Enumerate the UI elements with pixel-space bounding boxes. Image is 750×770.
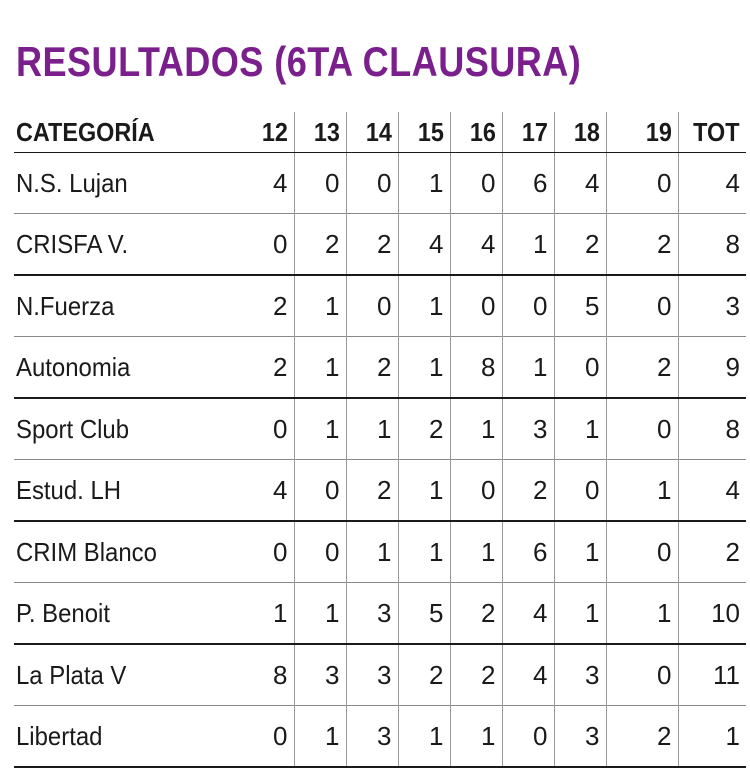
round-13-cell: 1 <box>294 398 346 460</box>
total-cell: 3 <box>678 275 746 337</box>
round-16-cell: 1 <box>450 398 502 460</box>
round-12-cell: 0 <box>242 214 294 276</box>
round-16-cell: 1 <box>450 706 502 768</box>
round-12-cell: 0 <box>242 521 294 583</box>
round-14-cell: 0 <box>346 275 398 337</box>
round-15-cell: 4 <box>398 214 450 276</box>
round-17-cell: 0 <box>502 275 554 337</box>
round-18-cell: 3 <box>554 644 606 706</box>
total-cell: 10 <box>678 583 746 645</box>
round-16-cell: 0 <box>450 460 502 522</box>
team-name-cell: CRISFA V. <box>14 214 242 276</box>
round-17-cell: 6 <box>502 153 554 214</box>
team-name-cell: Sport Club <box>14 398 242 460</box>
round-14-cell: 1 <box>346 521 398 583</box>
round-14-cell: 2 <box>346 337 398 399</box>
round-16-cell: 0 <box>450 275 502 337</box>
table-row <box>14 153 746 214</box>
header-round-18: 18 <box>554 112 606 153</box>
round-15-cell: 1 <box>398 337 450 399</box>
round-13-cell: 0 <box>294 153 346 214</box>
round-19-cell: 2 <box>606 706 678 768</box>
round-17-cell: 4 <box>502 644 554 706</box>
round-19-cell: 0 <box>606 521 678 583</box>
total-cell: 11 <box>678 644 746 706</box>
round-13-cell: 1 <box>294 583 346 645</box>
table-row <box>14 337 746 399</box>
team-name-cell: Autonomia <box>14 337 242 399</box>
round-12-cell: 4 <box>242 153 294 214</box>
round-14-cell: 1 <box>346 398 398 460</box>
round-18-cell: 1 <box>554 583 606 645</box>
page-title: RESULTADOS (6TA CLAUSURA) <box>16 38 582 85</box>
round-17-cell: 0 <box>502 706 554 768</box>
table-row <box>14 706 746 768</box>
round-19-cell: 1 <box>606 583 678 645</box>
round-12-cell: 0 <box>242 706 294 768</box>
team-name-cell: N.S. Lujan <box>14 153 242 214</box>
header-round-13: 13 <box>294 112 346 153</box>
total-cell: 2 <box>678 521 746 583</box>
round-19-cell: 2 <box>606 214 678 276</box>
header-round-12: 12 <box>242 112 294 153</box>
total-cell: 4 <box>678 153 746 214</box>
table-row <box>14 275 746 337</box>
table-row <box>14 583 746 645</box>
header-round-19: 19 <box>606 112 678 153</box>
round-15-cell: 1 <box>398 275 450 337</box>
header-round-17: 17 <box>502 112 554 153</box>
round-19-cell: 2 <box>606 337 678 399</box>
results-body <box>14 153 746 768</box>
round-15-cell: 2 <box>398 398 450 460</box>
round-12-cell: 2 <box>242 275 294 337</box>
round-12-cell: 2 <box>242 337 294 399</box>
round-14-cell: 0 <box>346 153 398 214</box>
round-18-cell: 1 <box>554 398 606 460</box>
round-16-cell: 1 <box>450 521 502 583</box>
round-19-cell: 0 <box>606 398 678 460</box>
table-row <box>14 521 746 583</box>
table-row <box>14 460 746 522</box>
round-14-cell: 3 <box>346 644 398 706</box>
round-18-cell: 5 <box>554 275 606 337</box>
round-12-cell: 8 <box>242 644 294 706</box>
team-name-cell: CRIM Blanco <box>14 521 242 583</box>
round-15-cell: 2 <box>398 644 450 706</box>
results-table <box>14 112 746 768</box>
total-cell: 9 <box>678 337 746 399</box>
round-12-cell: 4 <box>242 460 294 522</box>
round-13-cell: 3 <box>294 644 346 706</box>
round-17-cell: 3 <box>502 398 554 460</box>
header-round-14: 14 <box>346 112 398 153</box>
round-12-cell: 0 <box>242 398 294 460</box>
round-13-cell: 1 <box>294 706 346 768</box>
table-row <box>14 644 746 706</box>
round-18-cell: 3 <box>554 706 606 768</box>
round-17-cell: 1 <box>502 337 554 399</box>
table-header-row <box>14 112 746 153</box>
round-17-cell: 4 <box>502 583 554 645</box>
total-cell: 4 <box>678 460 746 522</box>
round-14-cell: 3 <box>346 583 398 645</box>
round-17-cell: 1 <box>502 214 554 276</box>
header-round-15: 15 <box>398 112 450 153</box>
round-15-cell: 5 <box>398 583 450 645</box>
round-14-cell: 3 <box>346 706 398 768</box>
round-17-cell: 6 <box>502 521 554 583</box>
team-name-cell: N.Fuerza <box>14 275 242 337</box>
round-16-cell: 2 <box>450 583 502 645</box>
round-18-cell: 4 <box>554 153 606 214</box>
round-15-cell: 1 <box>398 706 450 768</box>
header-round-16: 16 <box>450 112 502 153</box>
header-total: TOT <box>678 112 746 153</box>
round-19-cell: 0 <box>606 153 678 214</box>
round-14-cell: 2 <box>346 460 398 522</box>
round-19-cell: 0 <box>606 644 678 706</box>
round-14-cell: 2 <box>346 214 398 276</box>
round-16-cell: 0 <box>450 153 502 214</box>
team-name-cell: La Plata V <box>14 644 242 706</box>
round-13-cell: 0 <box>294 460 346 522</box>
round-18-cell: 0 <box>554 460 606 522</box>
total-cell: 8 <box>678 214 746 276</box>
round-13-cell: 1 <box>294 275 346 337</box>
round-18-cell: 2 <box>554 214 606 276</box>
team-name-cell: Libertad <box>14 706 242 768</box>
round-13-cell: 1 <box>294 337 346 399</box>
round-15-cell: 1 <box>398 521 450 583</box>
round-12-cell: 1 <box>242 583 294 645</box>
round-18-cell: 0 <box>554 337 606 399</box>
round-15-cell: 1 <box>398 460 450 522</box>
round-16-cell: 2 <box>450 644 502 706</box>
table-row <box>14 214 746 276</box>
round-13-cell: 0 <box>294 521 346 583</box>
round-18-cell: 1 <box>554 521 606 583</box>
round-19-cell: 0 <box>606 275 678 337</box>
total-cell: 1 <box>678 706 746 768</box>
table-row <box>14 398 746 460</box>
round-19-cell: 1 <box>606 460 678 522</box>
round-15-cell: 1 <box>398 153 450 214</box>
team-name-cell: P. Benoit <box>14 583 242 645</box>
team-name-cell: Estud. LH <box>14 460 242 522</box>
total-cell: 8 <box>678 398 746 460</box>
round-16-cell: 8 <box>450 337 502 399</box>
header-category: CATEGORÍA <box>14 112 242 153</box>
round-13-cell: 2 <box>294 214 346 276</box>
round-17-cell: 2 <box>502 460 554 522</box>
round-16-cell: 4 <box>450 214 502 276</box>
